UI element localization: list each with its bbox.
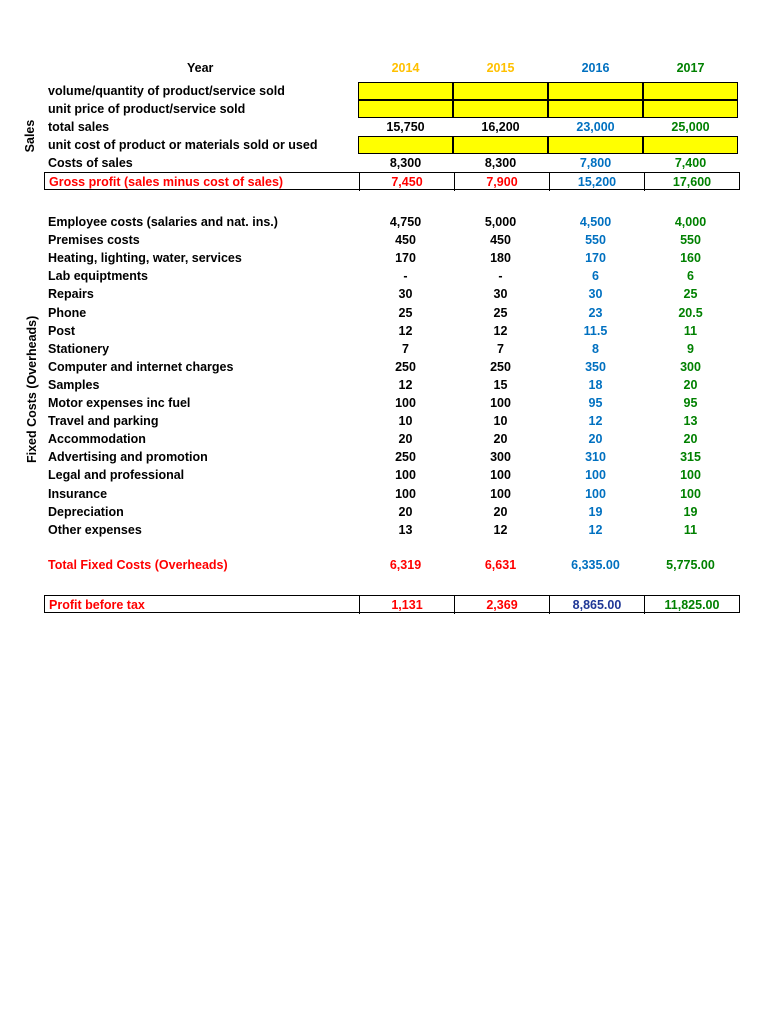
profit-before-tax-label: Profit before tax bbox=[49, 598, 145, 612]
profit-before-tax-2017: 11,825.00 bbox=[644, 596, 739, 614]
fixed-cost-value-2015: 20 bbox=[493, 432, 508, 447]
fixed-cost-value-2014: 100 bbox=[395, 396, 416, 410]
fixed-cost-value-2016: 23 bbox=[588, 305, 603, 320]
volume-input-2017[interactable] bbox=[643, 82, 738, 100]
unit-cost-input-2015[interactable] bbox=[453, 136, 548, 154]
fixed-cost-label: Depreciation bbox=[48, 504, 124, 519]
fixed-cost-row bbox=[44, 394, 740, 412]
fixed-cost-label: Travel and parking bbox=[48, 414, 159, 429]
total-sales-row bbox=[44, 118, 740, 136]
fixed-cost-row bbox=[44, 285, 740, 303]
unit-cost-input-2017[interactable] bbox=[643, 136, 738, 154]
fixed-cost-value-2015: 20 bbox=[493, 504, 508, 519]
fixed-cost-value-2014: 250 bbox=[395, 359, 416, 374]
fixed-cost-value-2015: 15 bbox=[493, 377, 508, 392]
fixed-cost-value-2015: 25 bbox=[493, 305, 508, 320]
fixed-cost-value-2015: 250 bbox=[490, 359, 511, 374]
unit-cost-row bbox=[44, 136, 740, 154]
fixed-cost-label: Employee costs (salaries and nat. ins.) bbox=[48, 215, 278, 229]
fixed-cost-value-2017: 100 bbox=[680, 486, 701, 501]
fixed-cost-label: Lab equiptments bbox=[48, 269, 149, 284]
fixed-cost-value-2014: 4,750 bbox=[389, 215, 422, 229]
gross-profit-2017: 17,600 bbox=[644, 173, 739, 191]
fixed-cost-label: Premises costs bbox=[48, 233, 140, 248]
fixed-cost-value-2016: 12 bbox=[588, 414, 603, 429]
total-fixed-2017: 5,775.00 bbox=[666, 558, 715, 572]
fixed-cost-label: Advertising and promotion bbox=[48, 450, 208, 465]
year-2014: 2014 bbox=[391, 61, 420, 75]
fixed-cost-value-2015: 5,000 bbox=[484, 215, 517, 229]
year-2015: 2015 bbox=[486, 61, 515, 75]
total-sales-2016: 23,000 bbox=[576, 120, 615, 134]
fixed-cost-value-2015: - bbox=[498, 269, 503, 284]
fixed-cost-value-2017: 160 bbox=[680, 251, 701, 266]
fixed-cost-row bbox=[44, 231, 740, 249]
fixed-cost-value-2015: 180 bbox=[490, 251, 511, 266]
fixed-cost-value-2016: 4,500 bbox=[579, 215, 612, 229]
fixed-cost-value-2015: 30 bbox=[493, 287, 508, 302]
total-sales-2017: 25,000 bbox=[671, 120, 710, 134]
profit-before-tax-row bbox=[44, 595, 740, 613]
fixed-cost-label: Repairs bbox=[48, 287, 94, 302]
fixed-cost-value-2015: 100 bbox=[490, 396, 511, 410]
fixed-cost-row bbox=[44, 485, 740, 503]
fixed-cost-label: Samples bbox=[48, 377, 100, 392]
fixed-cost-value-2017: 4,000 bbox=[674, 215, 707, 229]
total-fixed-2015: 6,631 bbox=[484, 558, 517, 572]
volume-input-2016[interactable] bbox=[548, 82, 643, 100]
fixed-cost-value-2014: 10 bbox=[398, 414, 413, 429]
fixed-cost-value-2016: 100 bbox=[585, 468, 606, 483]
unit-price-input-2015[interactable] bbox=[453, 100, 548, 118]
unit-cost-label: unit cost of product or materials sold or used bbox=[48, 138, 318, 152]
fixed-cost-value-2017: 100 bbox=[680, 468, 701, 483]
fixed-cost-value-2016: 19 bbox=[588, 504, 603, 519]
fixed-cost-value-2016: 100 bbox=[585, 486, 606, 501]
fixed-cost-value-2017: 13 bbox=[683, 414, 698, 429]
fixed-cost-value-2014: 25 bbox=[398, 305, 413, 320]
total-sales-2015: 16,200 bbox=[481, 120, 520, 134]
year-2016: 2016 bbox=[581, 61, 610, 75]
sales-section-label: Sales bbox=[23, 119, 37, 153]
unit-cost-input-2016[interactable] bbox=[548, 136, 643, 154]
volume-label: volume/quantity of product/service sold bbox=[48, 84, 285, 98]
fixed-cost-value-2016: 11.5 bbox=[583, 323, 608, 338]
year-2017: 2017 bbox=[676, 61, 705, 75]
fixed-cost-value-2017: 20 bbox=[683, 432, 698, 447]
fixed-cost-value-2015: 12 bbox=[493, 522, 508, 537]
fixed-cost-value-2017: 550 bbox=[680, 233, 701, 248]
fixed-cost-value-2014: 7 bbox=[402, 341, 409, 356]
fixed-cost-value-2016: 170 bbox=[585, 251, 606, 266]
year-header-row bbox=[44, 59, 740, 77]
fixed-cost-label: Accommodation bbox=[48, 432, 146, 447]
fixed-cost-value-2017: 300 bbox=[680, 359, 701, 374]
fixed-cost-value-2014: 12 bbox=[398, 377, 413, 392]
total-sales-label: total sales bbox=[48, 120, 110, 134]
profit-before-tax-2015: 2,369 bbox=[454, 596, 549, 614]
fixed-cost-label: Heating, lighting, water, services bbox=[48, 251, 242, 266]
cost-of-sales-2014: 8,300 bbox=[389, 156, 422, 170]
fixed-cost-value-2015: 100 bbox=[490, 468, 511, 483]
fixed-cost-value-2016: 550 bbox=[585, 233, 606, 248]
gross-profit-label: Gross profit (sales minus cost of sales) bbox=[49, 175, 284, 189]
cost-of-sales-2015: 8,300 bbox=[484, 156, 517, 170]
fixed-cost-row bbox=[44, 213, 740, 231]
unit-price-input-2014[interactable] bbox=[358, 100, 453, 118]
volume-input-2014[interactable] bbox=[358, 82, 453, 100]
fixed-costs-section-label: Fixed Costs (Overheads) bbox=[25, 315, 39, 463]
fixed-cost-value-2014: 100 bbox=[395, 486, 416, 501]
fixed-cost-label: Legal and professional bbox=[48, 468, 185, 483]
fixed-cost-value-2014: 100 bbox=[395, 468, 416, 483]
total-fixed-2016: 6,335.00 bbox=[571, 558, 620, 572]
fixed-cost-value-2014: - bbox=[403, 269, 408, 284]
gross-profit-2015: 7,900 bbox=[454, 173, 549, 191]
profit-before-tax-2014: 1,131 bbox=[359, 596, 454, 614]
fixed-cost-value-2014: 170 bbox=[395, 251, 416, 266]
fixed-cost-value-2014: 450 bbox=[395, 233, 416, 248]
fixed-cost-row bbox=[44, 249, 740, 267]
fixed-cost-value-2017: 11 bbox=[683, 323, 698, 338]
fixed-cost-row bbox=[44, 304, 740, 322]
fixed-cost-label: Computer and internet charges bbox=[48, 359, 234, 374]
gross-profit-2016: 15,200 bbox=[549, 173, 644, 191]
fixed-cost-value-2017: 95 bbox=[683, 396, 698, 410]
total-fixed-2014: 6,319 bbox=[389, 558, 422, 572]
cost-of-sales-row bbox=[44, 154, 740, 172]
fixed-cost-label: Post bbox=[48, 323, 76, 338]
cost-of-sales-label: Costs of sales bbox=[48, 156, 133, 170]
fixed-cost-row bbox=[44, 376, 740, 394]
fixed-cost-value-2017: 19 bbox=[683, 504, 698, 519]
fixed-cost-value-2016: 30 bbox=[588, 287, 603, 302]
cost-of-sales-2017: 7,400 bbox=[674, 156, 707, 170]
fixed-cost-value-2016: 18 bbox=[588, 377, 603, 392]
fixed-cost-value-2016: 12 bbox=[588, 522, 603, 537]
fixed-cost-row bbox=[44, 430, 740, 448]
fixed-cost-label: Stationery bbox=[48, 341, 110, 356]
fixed-cost-value-2015: 12 bbox=[493, 323, 508, 338]
fixed-cost-row bbox=[44, 412, 740, 430]
fixed-cost-label: Phone bbox=[48, 305, 87, 320]
fixed-cost-label: Other expenses bbox=[48, 522, 142, 537]
fixed-cost-value-2015: 7 bbox=[497, 341, 504, 356]
total-fixed-label: Total Fixed Costs (Overheads) bbox=[48, 558, 228, 572]
fixed-cost-row bbox=[44, 340, 740, 358]
fixed-cost-value-2016: 95 bbox=[588, 396, 603, 410]
fixed-cost-value-2017: 6 bbox=[687, 269, 694, 284]
fixed-cost-value-2014: 30 bbox=[398, 287, 413, 302]
fixed-cost-row bbox=[44, 521, 740, 539]
fixed-cost-value-2016: 20 bbox=[588, 432, 603, 447]
fixed-cost-value-2016: 310 bbox=[585, 450, 606, 465]
unit-price-input-2017[interactable] bbox=[643, 100, 738, 118]
fixed-cost-value-2017: 20.5 bbox=[678, 305, 703, 320]
fixed-cost-label: Insurance bbox=[48, 486, 108, 501]
fixed-cost-row bbox=[44, 503, 740, 521]
total-sales-2014: 15,750 bbox=[386, 120, 425, 134]
fixed-cost-value-2017: 25 bbox=[683, 287, 698, 302]
fixed-cost-value-2015: 10 bbox=[493, 414, 508, 429]
unit-price-label: unit price of product/service sold bbox=[48, 102, 246, 116]
fixed-cost-value-2017: 9 bbox=[687, 341, 694, 356]
fixed-cost-row bbox=[44, 358, 740, 376]
fixed-cost-value-2014: 12 bbox=[398, 323, 413, 338]
fixed-cost-value-2017: 11 bbox=[683, 522, 698, 537]
year-header-label: Year bbox=[187, 61, 214, 75]
volume-input-2015[interactable] bbox=[453, 82, 548, 100]
total-fixed-row bbox=[44, 556, 740, 574]
fixed-cost-value-2015: 450 bbox=[490, 233, 511, 248]
fixed-cost-value-2014: 20 bbox=[398, 504, 413, 519]
cost-of-sales-2016: 7,800 bbox=[579, 156, 612, 170]
fixed-cost-label: Motor expenses inc fuel bbox=[48, 396, 191, 410]
fixed-cost-value-2016: 8 bbox=[592, 341, 599, 356]
fixed-cost-value-2017: 20 bbox=[683, 377, 698, 392]
fixed-cost-row bbox=[44, 322, 740, 340]
fixed-cost-value-2017: 315 bbox=[680, 450, 701, 465]
fixed-cost-value-2015: 300 bbox=[490, 450, 511, 465]
fixed-cost-value-2014: 250 bbox=[395, 450, 416, 465]
fixed-cost-value-2014: 13 bbox=[398, 522, 413, 537]
fixed-cost-value-2016: 350 bbox=[585, 359, 606, 374]
fixed-cost-value-2014: 20 bbox=[398, 432, 413, 447]
gross-profit-row bbox=[44, 172, 740, 190]
fixed-cost-value-2016: 6 bbox=[592, 269, 599, 284]
unit-cost-input-2014[interactable] bbox=[358, 136, 453, 154]
fixed-cost-row bbox=[44, 267, 740, 285]
fixed-cost-row bbox=[44, 448, 740, 466]
fixed-cost-value-2015: 100 bbox=[490, 486, 511, 501]
volume-row bbox=[44, 82, 740, 100]
fixed-cost-row bbox=[44, 466, 740, 484]
profit-before-tax-2016: 8,865.00 bbox=[549, 596, 644, 614]
gross-profit-2014: 7,450 bbox=[359, 173, 454, 191]
unit-price-input-2016[interactable] bbox=[548, 100, 643, 118]
unit-price-row bbox=[44, 100, 740, 118]
